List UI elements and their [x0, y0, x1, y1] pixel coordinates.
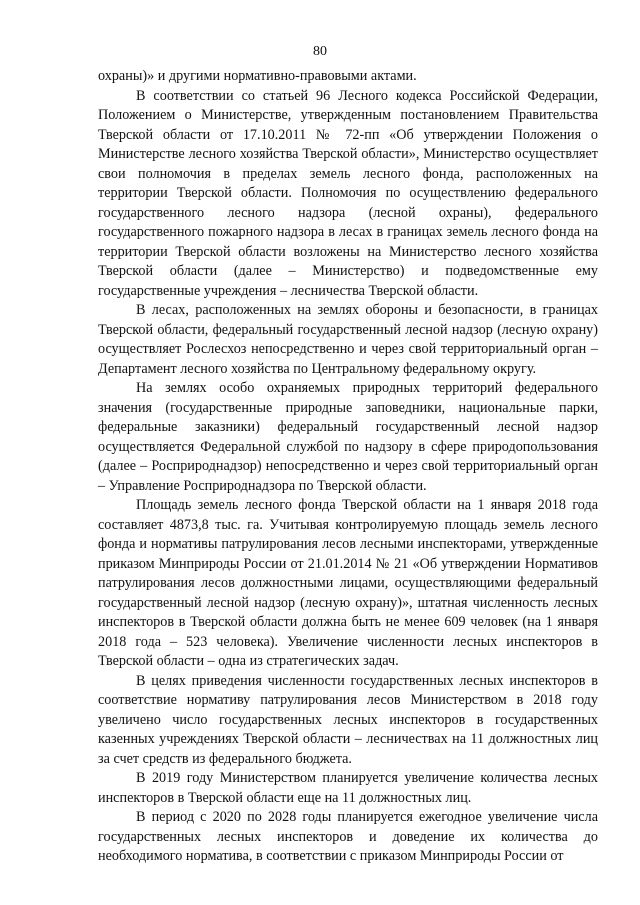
paragraph: В период с 2020 по 2028 годы планируется ежегодное увеличение числа государственных лесных инспекторов и доведение их количества до необходимого норматива, в соответствии с приказом Минприроды России от	[98, 809, 598, 864]
paragraph: На землях особо охраняемых природных территорий федерального значения (государственные природные заповедники, национальные парки, федеральные заказники) федеральный государственный лесной надзор осуществляется Федеральной службой по надзору в сфере природопользования (далее – Росприроднадзор) непосредственно и через свой территориальный орган – Управление Росприроднадзора по Тверской области.	[98, 380, 598, 494]
paragraph: В лесах, расположенных на землях обороны и безопасности, в границах Тверской области, федеральный государственный лесной надзор (лесную охрану) осуществляет Рослесхоз непосредственно и через свой территориальный орган – Департамент лесного хозяйства по Центральному федеральному округу.	[98, 302, 598, 377]
document-body	[98, 67, 598, 867]
paragraph: В целях приведения численности государственных лесных инспекторов в соответствие нормативу патрулирования лесов Министерством в 2018 году увеличено число государственных лесных инспекторов в государственных казенных учреждениях Тверской области – лесничествах на 11 должностных лиц за счет средств из федерального бюджета.	[98, 672, 598, 767]
paragraph-continuation: охраны)» и другими нормативно-правовыми актами.	[98, 68, 417, 84]
page-number: 80	[313, 44, 327, 59]
paragraph: В соответствии со статьей 96 Лесного кодекса Российской Федерации, Положением о Министерстве, утвержденным постановлением Правительства Тверской области от 17.10.2011 № 72-пп «Об утверждении Положения о Министерстве лесного хозяйства Тверской области», Министерство осуществляет свои полномочия в пределах земель лесного фонда, расположенных на территории Тверской области. Полномочия по осуществлению федерального государственного лесного надзора (лесной охраны), федерального государственного пожарного надзора в лесах в границах земель лесного фонда на территории Тверской области возложены на Министерство лесного хозяйства Тверской области (далее – Министерство) и подведомственные ему государственные учреждения – лесничества Тверской области.	[98, 87, 598, 299]
paragraph: В 2019 году Министерством планируется увеличение количества лесных инспекторов в Тверской области еще на 11 должностных лиц.	[98, 770, 598, 806]
paragraph: Площадь земель лесного фонда Тверской области на 1 января 2018 года составляет 4873,8 тыс. га. Учитывая контролируемую площадь земель лесного фонда и нормативы патрулирования лесов лесными инспекторами, утвержденные приказом Минприроды России от 21.01.2014 № 21 «Об утверждении Нормативов патрулирования лесов должностными лицами, осуществляющими федеральный государственный лесной надзор (лесную охрану)», штатная численность лесных инспекторов в Тверской области должна быть не менее 609 человек (на 1 января 2018 года – 523 человека). Увеличение численности лесных инспекторов в Тверской области – одна из стратегических задач.	[98, 497, 598, 669]
